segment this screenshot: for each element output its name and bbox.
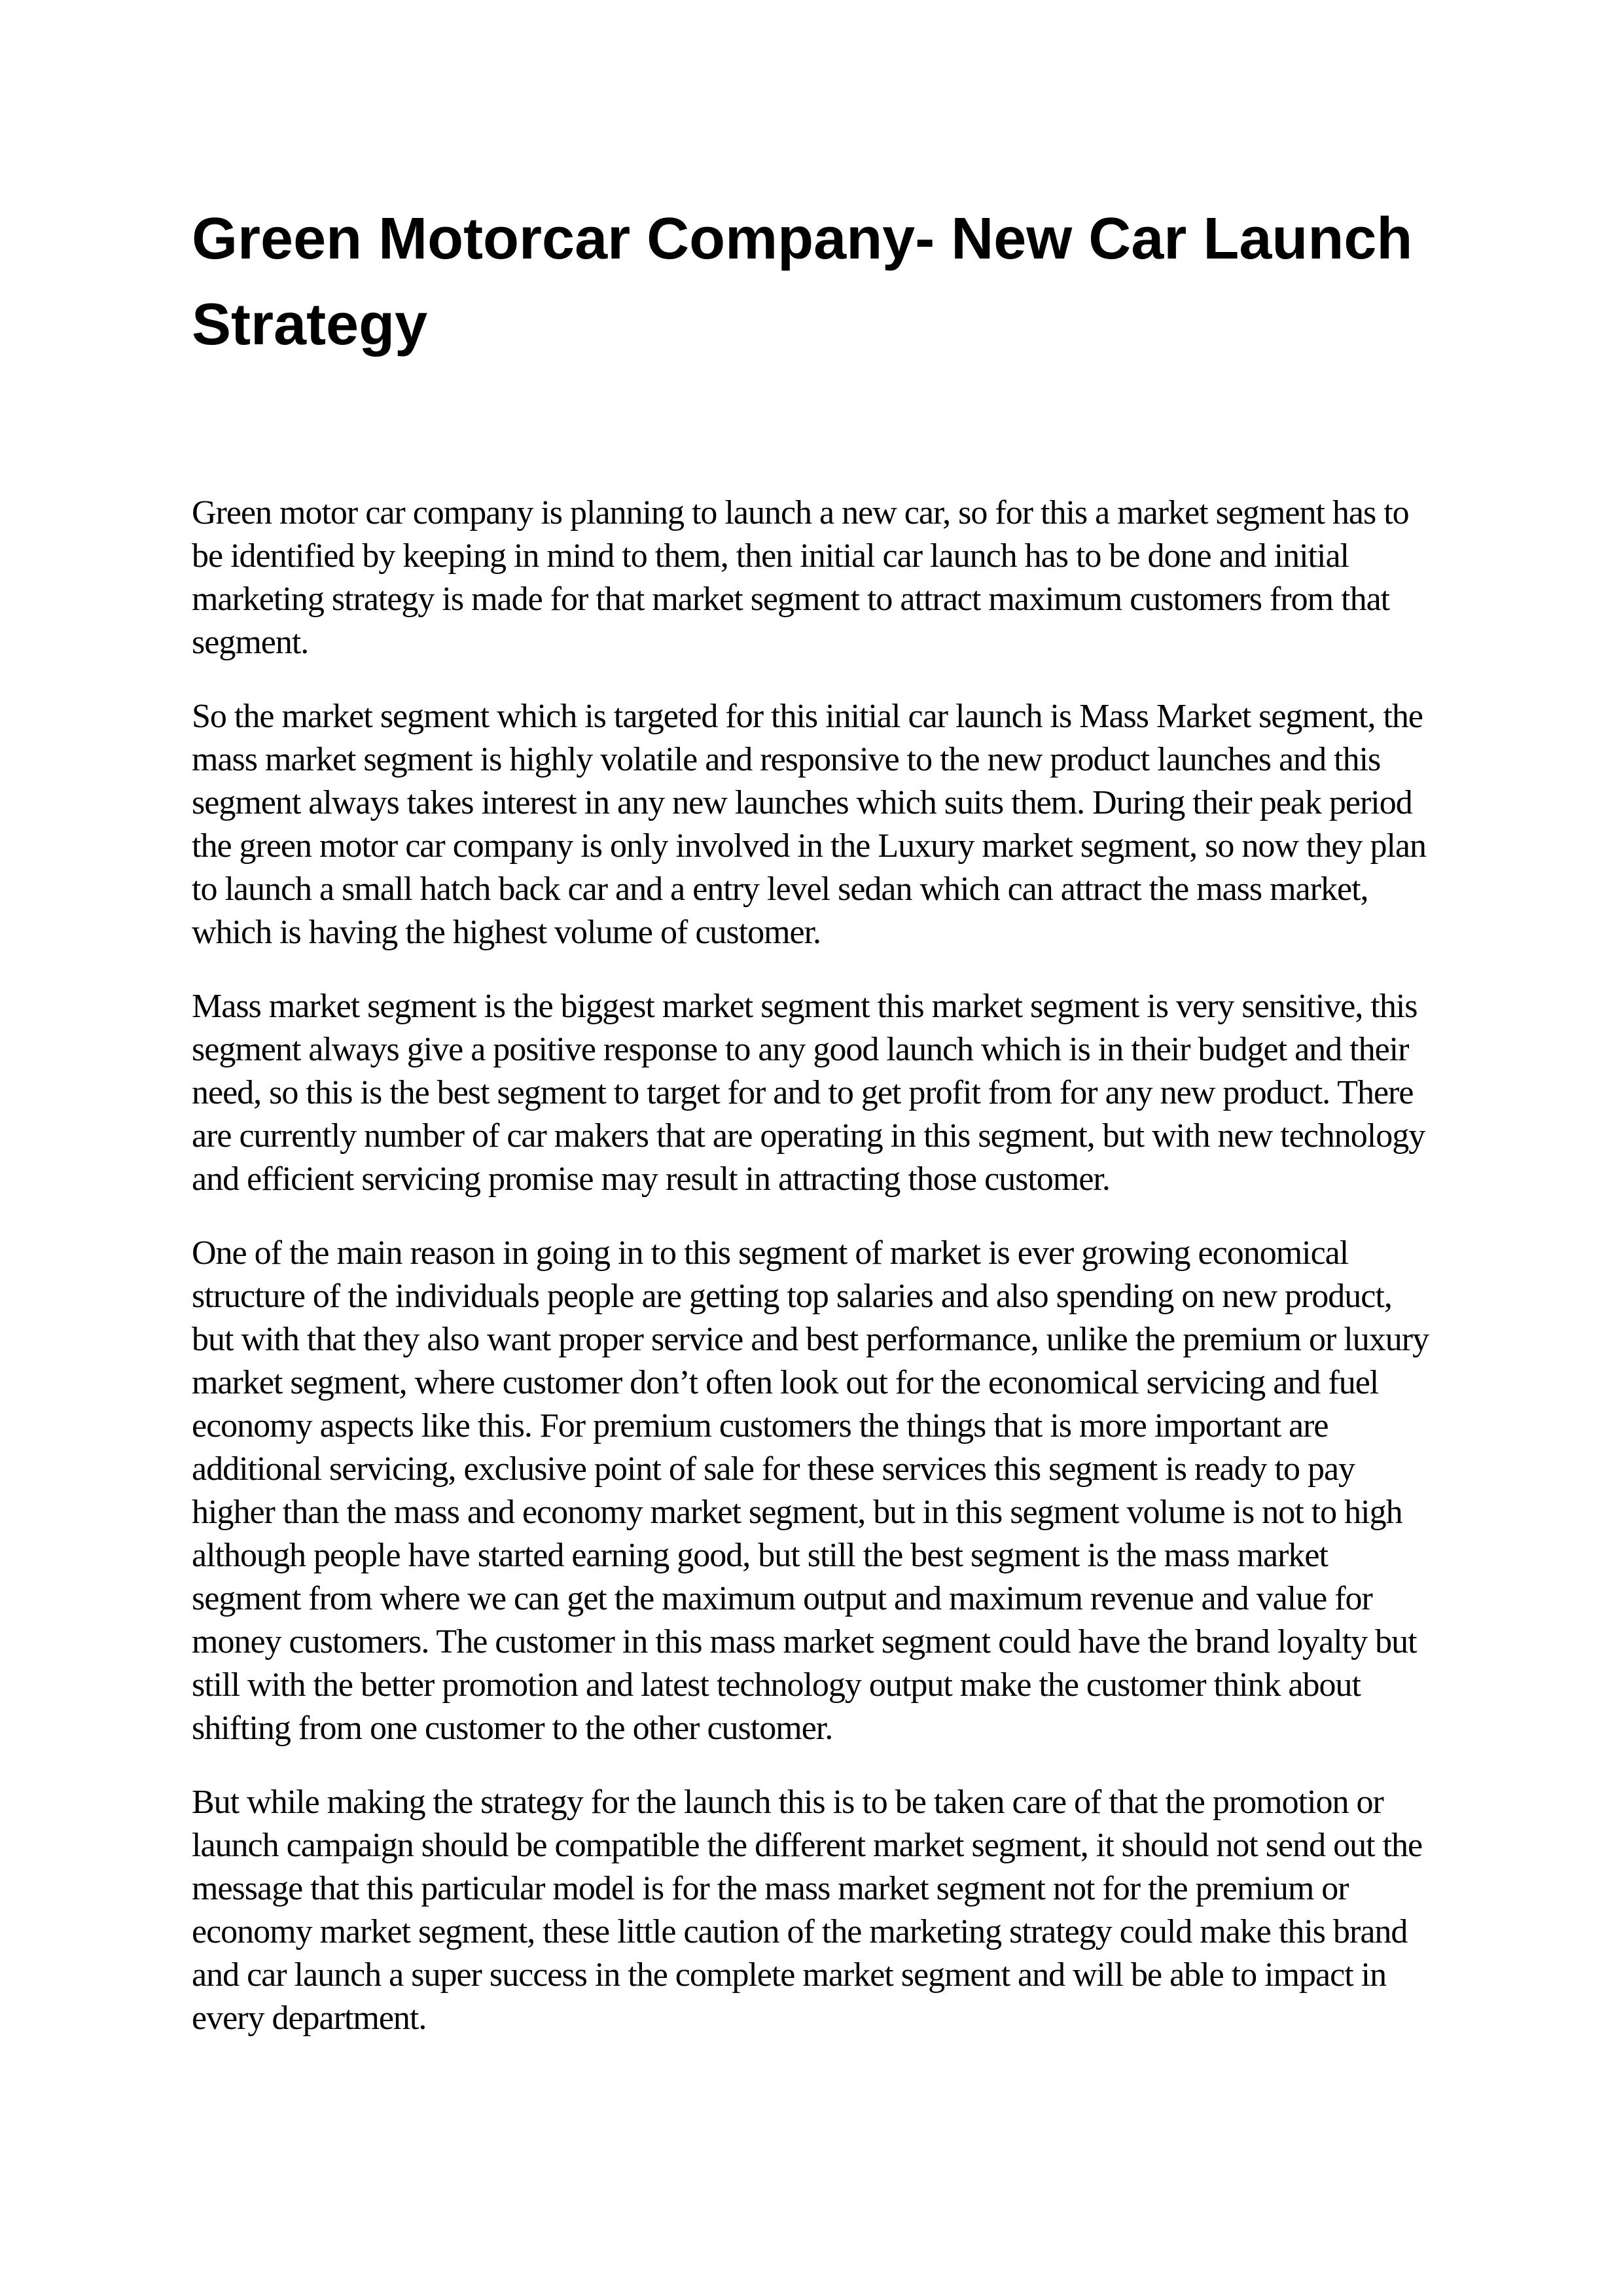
body-paragraph-2: So the market segment which is targeted for this initial car launch is Mass Market segment, the mass market segment is highly volatile and responsive to the new product launches and this segment always takes interest in any new launches which suits them. During their peak period the green motor car company is only involved in the Luxury market segment, so now they plan to launch a small hatch back car and a entry level sedan which can attract the mass market, which is having the highest volume of customer.: [192, 698, 1426, 951]
body-paragraph-3: Mass market segment is the biggest market segment this market segment is very sensitive, this segment always give a positive response to any good launch which is in their budget and their need, so this is the best segment to target for and to get profit from for any new product. There are currently number of car makers that are operating in this segment, but with new technology and efficient servicing promise may result in attracting those customer.: [192, 988, 1425, 1198]
document-body: [192, 492, 1433, 2040]
body-paragraph-5: But while making the strategy for the launch this is to be taken care of that the promotion or launch campaign should be compatible the different market segment, it should not send out the message that this particular model is for the mass market segment not for the premium or economy market segment, these little caution of the marketing strategy could make this brand and car launch a super success in the complete market segment and will be able to impact in every department.: [192, 1784, 1423, 2037]
document-title: Green Motorcar Company- New Car Launch Strategy: [192, 206, 1413, 357]
body-paragraph-1: Green motor car company is planning to launch a new car, so for this a market segment has to be identified by keeping in mind to them, then initial car launch has to be done and initial marketing strategy is made for that market segment to attract maximum customers from that segment.: [192, 494, 1409, 661]
body-paragraph-4: One of the main reason in going in to this segment of market is ever growing economical structure of the individuals people are getting top salaries and also spending on new product, but with that they also want proper service and best performance, unlike the premium or luxury market segment, where customer don’t often look out for the economical servicing and fuel economy aspects like this. For premium customers the things that is more important are additional servicing, exclusive point of sale for these services this segment is ready to pay higher than the mass and economy market segment, but in this segment volume is not to high although people have started earning good, but still the best segment is the mass market segment from where we can get the maximum output and maximum revenue and value for money customers. The customer in this mass market segment could have the brand loyalty but still with the better promotion and latest technology output make the customer think about shifting from one customer to the other customer.: [192, 1234, 1429, 1747]
